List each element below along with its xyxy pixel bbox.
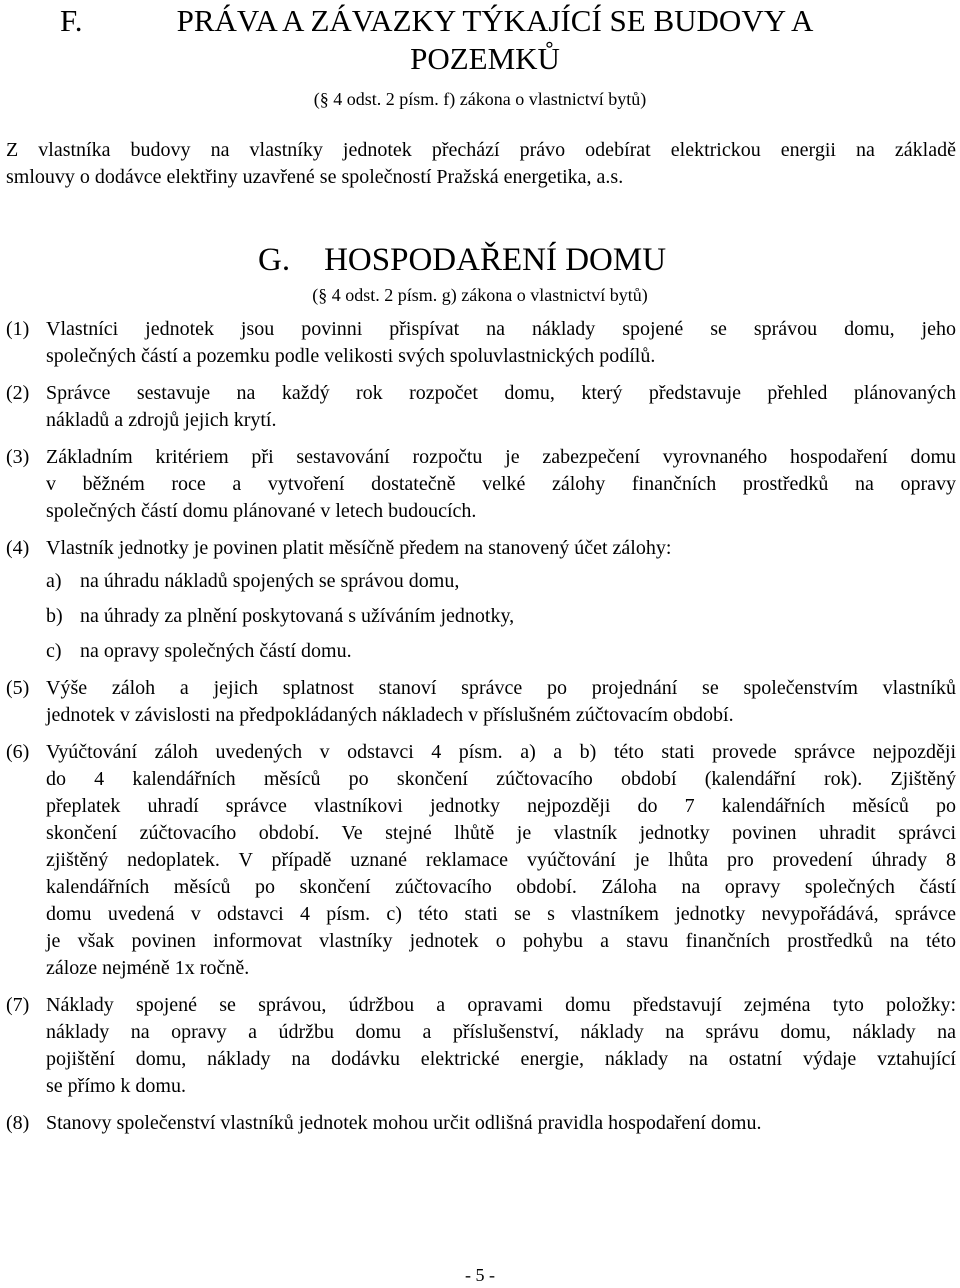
paragraph-line: je však povinen informovat vlastníky jednotek o pohybu a stavu finančních prostředků na této bbox=[46, 930, 956, 952]
sub-list bbox=[46, 568, 956, 665]
numbered-paragraph bbox=[6, 675, 956, 729]
paragraph-number: (7) bbox=[6, 994, 30, 1016]
paragraph-number: (2) bbox=[6, 382, 30, 404]
numbered-paragraph bbox=[6, 535, 956, 665]
paragraph-number: (3) bbox=[6, 446, 30, 468]
paragraph-line: jednotek v závislosti na předpokládaných nákladech v příslušném zúčtovacím období. bbox=[46, 704, 734, 726]
sub-list-item bbox=[46, 638, 956, 665]
paragraph-line: Výše záloh a jejich splatnost stanoví správce po projednání se společenstvím vlastníků bbox=[46, 677, 956, 699]
section-g-items bbox=[6, 316, 956, 1147]
section-f-title-line2: POZEMKŮ bbox=[410, 41, 560, 76]
paragraph-line: skončení zúčtovacího období. Ve stejné lhůtě je vlastník jednotky povinen uhradit správci bbox=[46, 822, 956, 844]
section-g-subtitle: (§ 4 odst. 2 písm. g) zákona o vlastnictví bytů) bbox=[312, 285, 648, 305]
numbered-paragraph bbox=[6, 1110, 956, 1137]
paragraph-line: Náklady spojené se správou, údržbou a opravami domu představují zejména tyto položky: bbox=[46, 994, 956, 1016]
sub-list-text: na úhrady za plnění poskytovaná s užíváním jednotky, bbox=[80, 605, 515, 627]
paragraph-line: v běžném roce a vytvoření dostatečně velké zálohy finančních prostředků na opravy bbox=[46, 473, 956, 495]
sub-list-label: a) bbox=[46, 570, 62, 592]
paragraph-number: (8) bbox=[6, 1112, 30, 1134]
paragraph-line: kalendářních měsíců po skončení zúčtovacího období. Záloha na opravy společných částí bbox=[46, 876, 956, 898]
sub-list-item bbox=[46, 568, 956, 595]
paragraph-line: Vlastníci jednotek jsou povinni přispívat na náklady spojené se správou domu, jeho bbox=[46, 318, 956, 340]
paragraph-line: společných částí a pozemku podle velikosti svých spoluvlastnických podílů. bbox=[46, 345, 656, 367]
paragraph-line: smlouvy o dodávce elektřiny uzavřené se společností Pražská energetika, a.s. bbox=[6, 166, 624, 188]
section-f-heading bbox=[60, 2, 910, 78]
paragraph-line: přeplatek uhradí správce vlastníkovi jednotky nejpozději do 7 kalendářních měsíců po bbox=[46, 795, 956, 817]
paragraph-line: Stanovy společenství vlastníků jednotek mohou určit odlišná pravidla hospodaření domu. bbox=[46, 1112, 762, 1134]
paragraph-line: zjištěný nedoplatek. V případě uznané reklamace vyúčtování je lhůta pro provedení úhrady 8 bbox=[46, 849, 956, 871]
paragraph-number: (5) bbox=[6, 677, 30, 699]
paragraph-number: (6) bbox=[6, 741, 30, 763]
paragraph-line: domu uvedená v odstavci 4 písm. c) této stati se s vlastníkem jednotky nevypořádává, správce bbox=[46, 903, 956, 925]
paragraph-number: (1) bbox=[6, 318, 30, 340]
section-f-title-line1: PRÁVA A ZÁVAZKY TÝKAJÍCÍ SE BUDOVY A bbox=[176, 3, 814, 38]
paragraph-line: se přímo k domu. bbox=[46, 1075, 186, 1097]
numbered-paragraph bbox=[6, 316, 956, 370]
section-f-paragraph bbox=[6, 137, 956, 191]
section-g-title: HOSPODAŘENÍ DOMU bbox=[324, 242, 667, 278]
section-g-letter: G. bbox=[258, 242, 291, 278]
sub-list-label: b) bbox=[46, 605, 63, 627]
numbered-paragraph bbox=[6, 380, 956, 434]
sub-list-text: na opravy společných částí domu. bbox=[80, 640, 352, 662]
paragraph-line: Správce sestavuje na každý rok rozpočet domu, který představuje přehled plánovaných bbox=[46, 382, 956, 404]
paragraph-line: Základním kritériem při sestavování rozpočtu je zabezpečení vyrovnaného hospodaření domu bbox=[46, 446, 956, 468]
paragraph-line: Vlastník jednotky je povinen platit měsíčně předem na stanovený účet zálohy: bbox=[46, 537, 672, 559]
section-f-subtitle: (§ 4 odst. 2 písm. f) zákona o vlastnictví bytů) bbox=[313, 89, 647, 109]
sub-list-item bbox=[46, 603, 956, 630]
numbered-paragraph bbox=[6, 739, 956, 982]
sub-list-label: c) bbox=[46, 640, 62, 662]
paragraph-line: Vyúčtování záloh uvedených v odstavci 4 písm. a) a b) této stati provede správce nejpozději bbox=[46, 741, 956, 763]
paragraph-number: (4) bbox=[6, 537, 30, 559]
paragraph-line: nákladů a zdrojů jejich krytí. bbox=[46, 409, 277, 431]
numbered-paragraph bbox=[6, 444, 956, 525]
sub-list-text: na úhradu nákladů spojených se správou domu, bbox=[80, 570, 460, 592]
section-g-heading bbox=[258, 241, 666, 279]
paragraph-line: společných částí domu plánované v letech budoucích. bbox=[46, 500, 477, 522]
numbered-paragraph bbox=[6, 992, 956, 1100]
paragraph-line: náklady na opravy a údržbu domu a příslušenství, náklady na správu domu, náklady na bbox=[46, 1021, 956, 1043]
paragraph-line: záloze nejméně 1x ročně. bbox=[46, 957, 250, 979]
section-f-letter: F. bbox=[60, 3, 83, 38]
paragraph-line: do 4 kalendářních měsíců po skončení zúčtovacího období (kalendářní rok). Zjištěný bbox=[46, 768, 956, 790]
paragraph-line: pojištění domu, náklady na dodávku elektrické energie, náklady na ostatní výdaje vztahující bbox=[46, 1048, 956, 1070]
page-number: - 5 - bbox=[465, 1265, 495, 1285]
paragraph-line: Z vlastníka budovy na vlastníky jednotek přechází právo odebírat elektrickou energii na základě bbox=[6, 139, 956, 161]
